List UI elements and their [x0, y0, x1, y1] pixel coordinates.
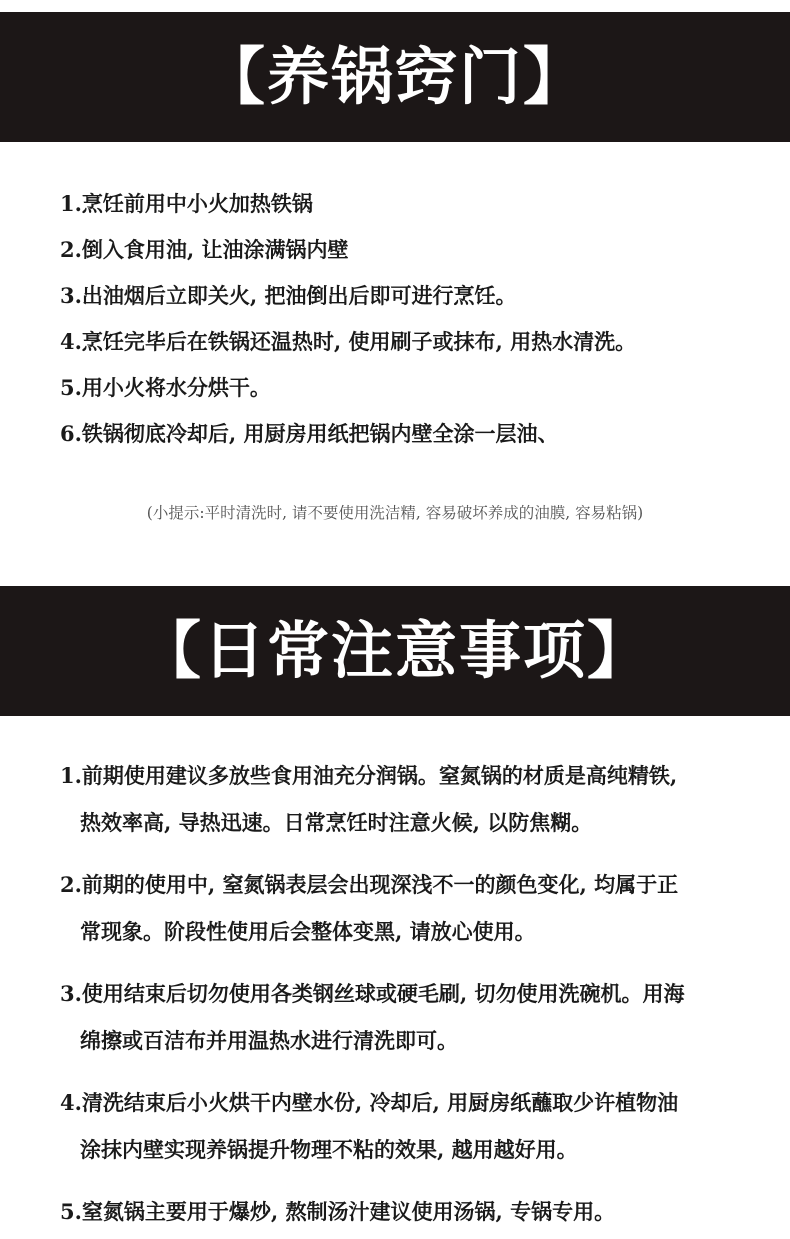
list-item-line: 3.使用结束后切勿使用各类钢丝球或硬毛刷, 切勿使用洗碗机。用海 [60, 981, 685, 1006]
list-item [60, 756, 770, 850]
list-item: 3.出油烟后立即关火, 把油倒出后即可进行烹饪。 [60, 283, 517, 308]
daily-notes-list [60, 756, 770, 1239]
list-item: 6.铁锅彻底冷却后, 用厨房用纸把锅内壁全涂一层油、 [60, 421, 559, 446]
list-item: 5.用小火将水分烘干。 [60, 375, 271, 400]
list-item [60, 865, 770, 959]
list-item-line: 4.清洗结束后小火烘干内壁水份, 冷却后, 用厨房纸蘸取少许植物油 [60, 1090, 679, 1115]
list-item: 1.烹饪前用中小火加热铁锅 [60, 191, 313, 216]
list-item-line: 1.前期使用建议多放些食用油充分润锅。窒氮锅的材质是高纯精铁, [60, 763, 678, 788]
list-item-line: 2.前期的使用中, 窒氮锅表层会出现深浅不一的颜色变化, 均属于正 [60, 872, 679, 897]
list-item [60, 1083, 770, 1177]
section-title-daily-notes: 【日常注意事项】 [138, 614, 651, 687]
list-item [60, 1192, 770, 1239]
list-item-line: 5.窒氮锅主要用于爆炒, 熬制汤汁建议使用汤锅, 专锅专用。 [60, 1199, 616, 1224]
list-item: 4.烹饪完毕后在铁锅还温热时, 使用刷子或抹布, 用热水清洗。 [60, 329, 637, 354]
list-item-line: 热效率高, 导热迅速。日常烹饪时注意火候, 以防焦糊。 [80, 810, 593, 835]
list-item-line: 绵擦或百洁布并用温热水进行清洗即可。 [80, 1028, 458, 1053]
list-item-line: 常现象。阶段性使用后会整体变黑, 请放心使用。 [80, 919, 536, 944]
section-header-pot-care [0, 12, 790, 142]
list-item: 2.倒入食用油, 让油涂满锅内壁 [60, 237, 349, 262]
list-item [60, 974, 770, 1068]
tip-note: (小提示:平时清洗时, 请不要使用洗洁精, 容易破坏养成的油膜, 容易粘锅) [146, 504, 644, 522]
list-item-line: 涂抹内壁实现养锅提升物理不粘的效果, 越用越好用。 [80, 1137, 578, 1162]
pot-care-steps-list [60, 184, 770, 460]
section-title-pot-care: 【养锅窍门】 [202, 40, 587, 113]
section-header-daily-notes [0, 586, 790, 716]
